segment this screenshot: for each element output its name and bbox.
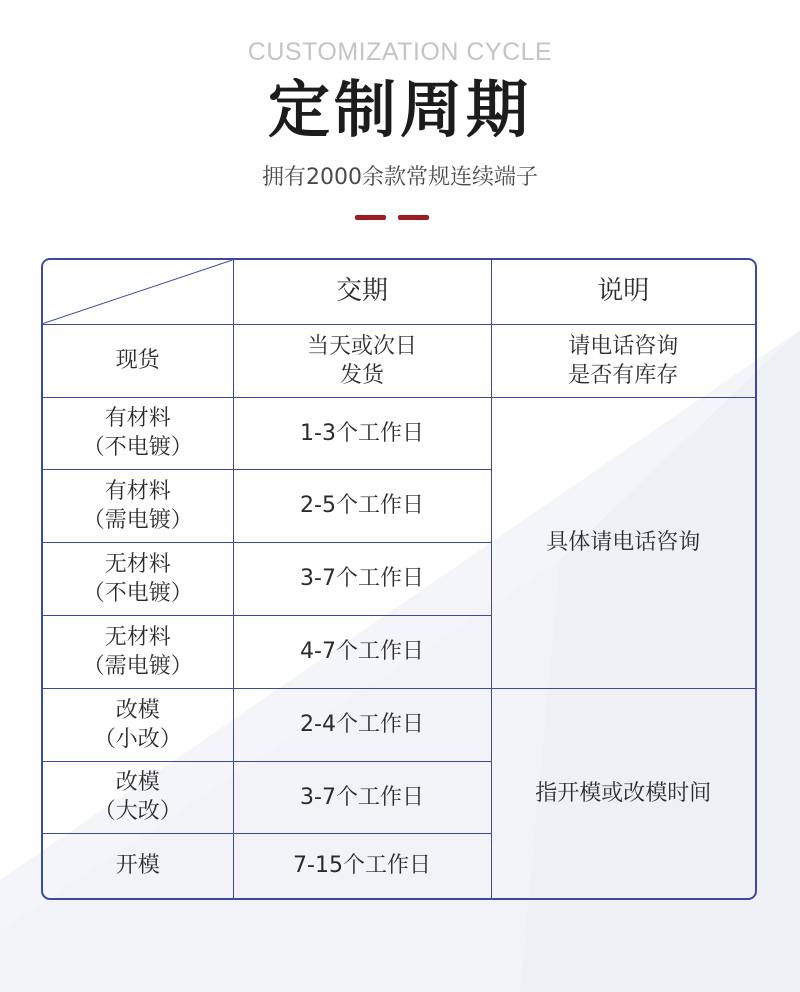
type-sublabel: （不电镀） (82, 435, 193, 460)
diagonal-line (43, 260, 233, 324)
table-header-row (43, 260, 755, 324)
lead-time-cell: 7-15个工作日 (233, 833, 491, 898)
page-description: 拥有2000余款常规连续端子 (262, 165, 538, 190)
type-label: 有材料 (104, 478, 171, 504)
merged-note-materials: 具体请电话咨询 (491, 397, 755, 688)
subtitle-english: CUSTOMIZATION CYCLE (247, 38, 553, 66)
note-line1: 请电话咨询 (568, 333, 679, 359)
type-cell (43, 324, 233, 397)
type-label: 现货 (115, 348, 160, 373)
lead-time-cell: 3-7个工作日 (233, 761, 491, 833)
type-label: 改模 (115, 770, 160, 795)
lead-time-cell: 3-7个工作日 (233, 542, 491, 615)
type-cell (43, 688, 233, 761)
type-sublabel: （需电镀） (82, 507, 193, 533)
type-sublabel: （小改） (93, 726, 182, 752)
table-row (43, 324, 755, 397)
header-lead-time: 交期 (233, 260, 491, 324)
type-label: 无材料 (104, 551, 171, 577)
table-row (43, 397, 755, 469)
lead-time-cell: 2-5个工作日 (233, 469, 491, 542)
type-label: 无材料 (104, 624, 171, 650)
type-label: 开模 (115, 853, 160, 879)
accent-dash-left (355, 215, 386, 220)
note-cell (491, 324, 755, 397)
type-cell (43, 761, 233, 833)
page-title: 定制周期 (267, 73, 532, 146)
diagonal-header-cell (43, 260, 233, 324)
lead-time-cell: 1-3个工作日 (233, 397, 491, 469)
lead-time-cell: 4-7个工作日 (233, 615, 491, 688)
type-label: 改模 (115, 697, 160, 723)
note-line2: 是否有库存 (568, 362, 679, 388)
header-notes: 说明 (491, 260, 755, 324)
lead-time-cell (233, 324, 491, 397)
type-sublabel: （需电镀） (82, 653, 193, 679)
customization-cycle-table (41, 258, 757, 900)
type-sublabel: （大改） (93, 799, 182, 824)
type-cell (43, 542, 233, 615)
type-cell (43, 615, 233, 688)
type-label: 有材料 (104, 406, 171, 431)
type-cell (43, 469, 233, 542)
lead-time-line2: 发货 (339, 362, 384, 388)
lead-time-cell: 2-4个工作日 (233, 688, 491, 761)
table-row (43, 688, 755, 761)
merged-note-molds: 指开模或改模时间 (491, 688, 755, 898)
type-sublabel: （不电镀） (82, 580, 193, 606)
accent-dash-right (398, 215, 429, 220)
cycle-table-grid (43, 260, 755, 899)
type-cell (43, 833, 233, 898)
lead-time-line1: 当天或次日 (306, 333, 417, 359)
type-cell (43, 397, 233, 469)
